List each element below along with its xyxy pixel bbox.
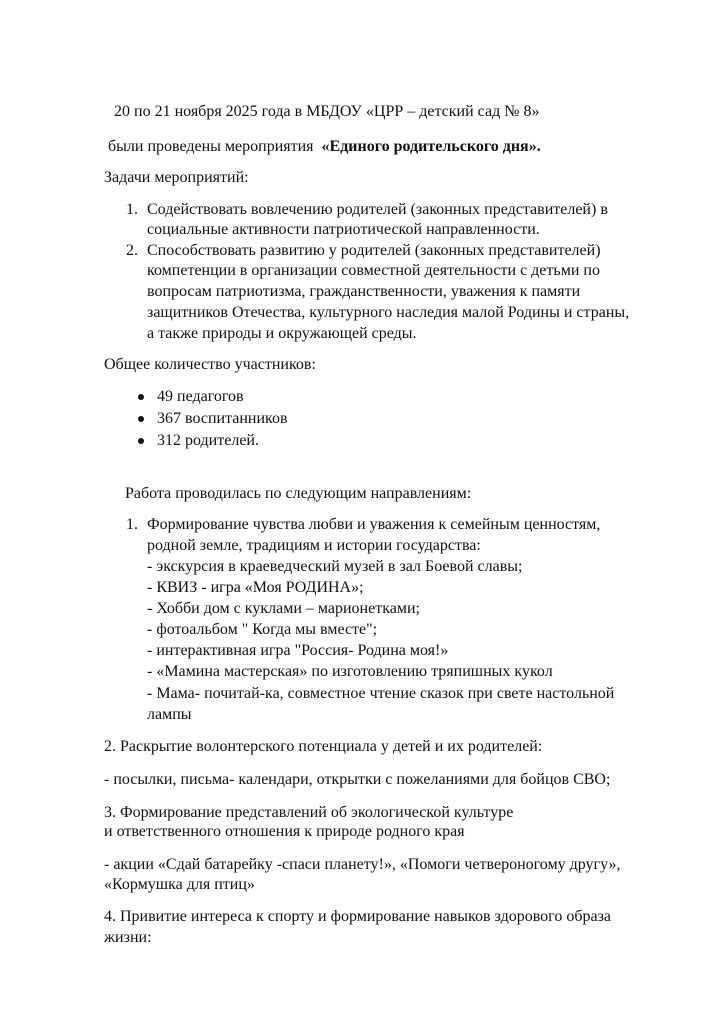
direction-1-line-2: родной земле, традициям и истории государства: xyxy=(147,537,481,554)
direction-3-detail-line-2: «Кормушка для птиц» xyxy=(104,876,255,893)
task-2-line-5: а также природы и окружающей среды. xyxy=(147,325,417,342)
direction-1-activity-5: - интерактивная игра "Россия- Родина моя!» xyxy=(147,642,449,659)
participants-teachers: 49 педагогов xyxy=(157,388,244,405)
task-2-line-4: защитников Отечества, культурного наследия малой Родины и страны, xyxy=(147,304,630,321)
direction-1-activity-2: - КВИЗ - игра «Моя РОДИНА»; xyxy=(147,579,364,596)
task-2-line-2: компетенции в организации совместной деятельности с детьми по xyxy=(147,262,600,279)
task-2-line-1: Способствовать развитию у родителей (законных представителей) xyxy=(147,242,601,259)
event-title: «Единого родительского дня». xyxy=(321,138,541,155)
participants-parents: 312 родителей. xyxy=(157,432,259,449)
participants-heading: Общее количество участников: xyxy=(104,356,316,373)
task-1-number: 1. xyxy=(126,201,138,218)
direction-1-activity-3: - Хобби дом с куклами – марионетками; xyxy=(147,600,420,617)
header-line-1: 20 по 21 ноября 2025 года в МБДОУ «ЦРР – детский сад № 8» xyxy=(114,103,540,120)
direction-2-detail: - посылки, письма- календари, открытки с пожеланиями для бойцов СВО; xyxy=(104,771,611,788)
direction-3-title-line-2: и ответственного отношения к природе родного края xyxy=(104,823,465,840)
direction-4-title-line-1: 4. Привитие интереса к спорту и формирование навыков здорового образа xyxy=(104,908,611,925)
participants-pupils: 367 воспитанников xyxy=(157,410,288,427)
direction-1-activity-7-cont: лампы xyxy=(147,706,192,723)
direction-1-line-1: Формирование чувства любви и уважения к семейным ценностям, xyxy=(147,516,601,533)
direction-1-activity-4: - фотоальбом " Когда мы вместе"; xyxy=(147,621,378,638)
task-2-number: 2. xyxy=(126,242,138,259)
directions-heading: Работа проводилась по следующим направлениям: xyxy=(125,485,472,502)
direction-1-activity-7: - Мама- почитай-ка, совместное чтение сказок при свете настольной xyxy=(147,685,615,702)
bullet-icon xyxy=(138,438,144,444)
bullet-icon xyxy=(138,416,144,422)
header-line-2 xyxy=(108,137,541,157)
direction-4-title-line-2: жизни: xyxy=(104,929,152,946)
direction-2-title: 2. Раскрытие волонтерского потенциала у детей и их родителей: xyxy=(104,738,543,755)
direction-1-activity-1: - экскурсия в краеведческий музей в зал Боевой славы; xyxy=(147,558,523,575)
task-1-line-1: Содействовать вовлечению родителей (законных представителей) в xyxy=(147,201,608,218)
direction-1-number: 1. xyxy=(126,516,138,533)
header-line-2-text: были проведены мероприятия xyxy=(108,138,318,155)
direction-3-detail-line-1: - акции «Сдай батарейку -спаси планету!», «Помоги четвероногому другу», xyxy=(104,856,621,873)
direction-3-title-line-1: 3. Формирование представлений об экологической культуре xyxy=(104,804,514,821)
task-1-line-2: социальные активности патриотической направленности. xyxy=(147,221,540,238)
task-2-line-3: вопросам патриотизма, гражданственности, уважения к памяти xyxy=(147,283,581,300)
tasks-heading: Задачи мероприятий: xyxy=(104,169,249,186)
direction-1-activity-6: - «Мамина мастерская» по изготовлению тряпишных кукол xyxy=(147,663,553,680)
bullet-icon xyxy=(138,394,144,400)
